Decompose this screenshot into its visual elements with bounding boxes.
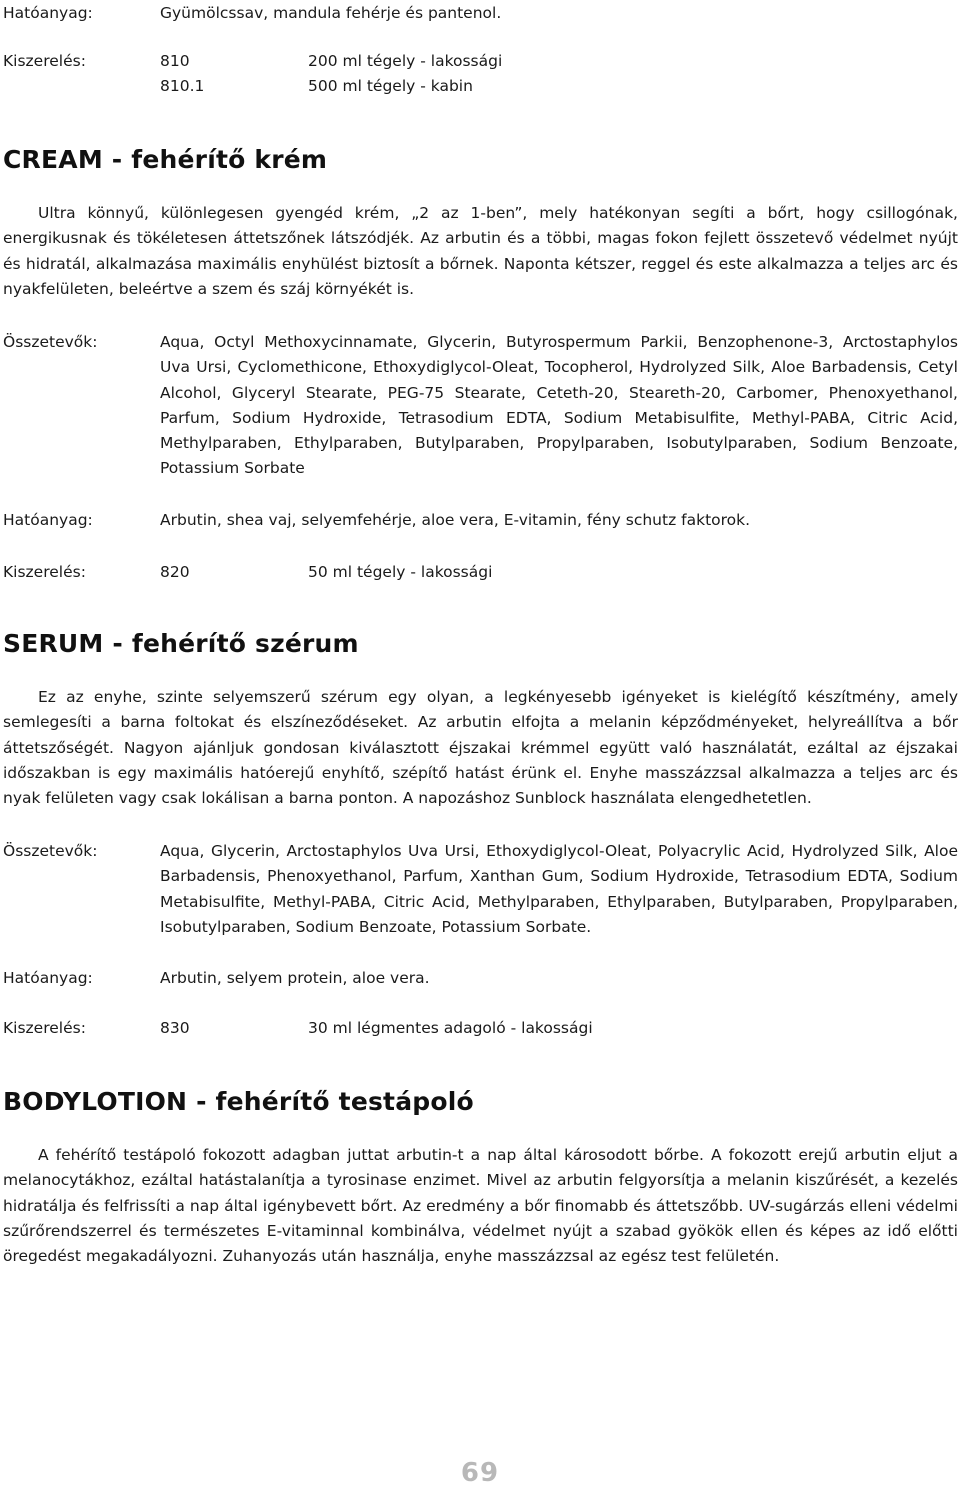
ingredients-label: Összetevők:: [3, 333, 98, 351]
packaging-code: 830: [160, 1019, 190, 1037]
page-number: 69: [460, 1458, 500, 1488]
active-label: Hatóanyag:: [3, 4, 93, 22]
packaging-label: Kiszerelés:: [3, 563, 86, 581]
serum-heading: SERUM - fehérítő szérum: [3, 629, 359, 658]
packaging-desc: 200 ml tégely - lakossági: [308, 52, 503, 70]
ingredients-label: Összetevők:: [3, 842, 98, 860]
active-value: Arbutin, shea vaj, selyemfehérje, aloe vera, E-vitamin, fény schutz faktorok.: [160, 511, 751, 529]
cream-heading: CREAM - fehérítő krém: [3, 145, 328, 174]
packaging-desc: 50 ml tégely - lakossági: [308, 563, 493, 581]
packaging-label: Kiszerelés:: [3, 52, 86, 70]
ingredients-value: Aqua, Octyl Methoxycinnamate, Glycerin, Butyrospermum Parkii, Benzophenone-3, Arctostaphylos Uva Ursi, Cyclomethicone, Ethoxydiglycol-Oleat, Tocopherol, Hydrolyzed Silk, Aloe Barbadensis, Cetyl Alcohol, Glyceryl Stearate, PEG-75 Stearate, Ceteth-20, Steareth-20, Carbomer, Phenoxyethanol, Parfum, Sodium Hydroxide, Tetrasodium EDTA, Sodium Metabisulfite, Methyl-PABA, Citric Acid, Methylparaben, Ethylparaben, Butylparaben, Propylparaben, Isobutylparaben, Sodium Benzoate, Potassium Sorbate: [160, 333, 958, 478]
packaging-code: 820: [160, 563, 190, 581]
packaging-code: 810.1: [160, 77, 205, 95]
active-value: Arbutin, selyem protein, aloe vera.: [160, 969, 430, 987]
ingredients-value: Aqua, Glycerin, Arctostaphylos Uva Ursi, Ethoxydiglycol-Oleat, Polyacrylic Acid, Hydrolyzed Silk, Aloe Barbadensis, Phenoxyethanol, Parfum, Xanthan Gum, Sodium Hydroxide, Tetrasodium EDTA, Sodium Metabisulfite, Methyl-PABA, Citric Acid, Methylparaben, Ethylparaben, Butylparaben, Propylparaben, Isobutylparaben, Sodium Benzoate, Potassium Sorbate.: [160, 842, 958, 936]
active-label: Hatóanyag:: [3, 969, 93, 987]
active-value: Gyümölcssav, mandula fehérje és pantenol.: [160, 4, 502, 22]
active-label: Hatóanyag:: [3, 511, 93, 529]
packaging-label: Kiszerelés:: [3, 1019, 86, 1037]
packaging-code: 810: [160, 52, 190, 70]
serum-description: Ez az enyhe, szinte selyemszerű szérum egy olyan, a legkényesebb igényeket is kielégítő készítmény, amely semlegesíti a barna foltokat és elszíneződéseket. Az arbutin elfojta a melanin képződményeket, helyreállítva a bőr áttetszőségét. Nagyon ajánljuk gondosan kiválasztott éjszakai krémmel együtt való használatát, ezáltal az éjszakai időszakban is egy maximális hatóerejű enyhítő, szépítő hatást érünk el. Enyhe masszázzsal alkalmazza a teljes arc és nyak felületen vagy csak lokálisan a barna ponton. A napozáshoz Sunblock használata elengedhetetlen.: [3, 688, 958, 808]
cream-description: Ultra könnyű, különlegesen gyengéd krém, „2 az 1-ben”, mely hatékonyan segíti a bőrt, hogy csillogónak, energikusnak és tökéletesen áttetszőnek látszódjék. Az arbutin és a többi, magas fokon fejlett összetevő védelmet nyújt és hidratál, alkalmazása maximális enyhülést biztosít a bőrnek. Naponta kétszer, reggel és este alkalmazza a teljes arc és nyakfelületen, beleértve a szem és száj környékét is.: [3, 204, 958, 298]
packaging-desc: 500 ml tégely - kabin: [308, 77, 473, 95]
bodylotion-description: A fehérítő testápoló fokozott adagban juttat arbutin-t a nap által károsodott bőrbe. A fokozott erejű arbutin eljut a melanocytákhoz, ezáltal hatástalanítja a tyrosinase enzimet. Mivel az arbutin felgyorsítja a melanin kiszűrését, a kezelés hidratálja és felfrissíti a nap által igénybevett bőrt. Az eredmény a bőr finomabb és áttetszőbb. UV-sugárzás elleni védelmi szűrőrendszerrel és természetes E-vitaminnal kombinálva, védelmet nyújt a szabad gyökök ellen és képes az idő előtti öregedést megakadályozni. Zuhanyozás után használja, enyhe masszázzsal az egész test felületén.: [3, 1146, 958, 1266]
packaging-desc: 30 ml légmentes adagoló - lakossági: [308, 1019, 593, 1037]
bodylotion-heading: BODYLOTION - fehérítő testápoló: [3, 1087, 474, 1116]
